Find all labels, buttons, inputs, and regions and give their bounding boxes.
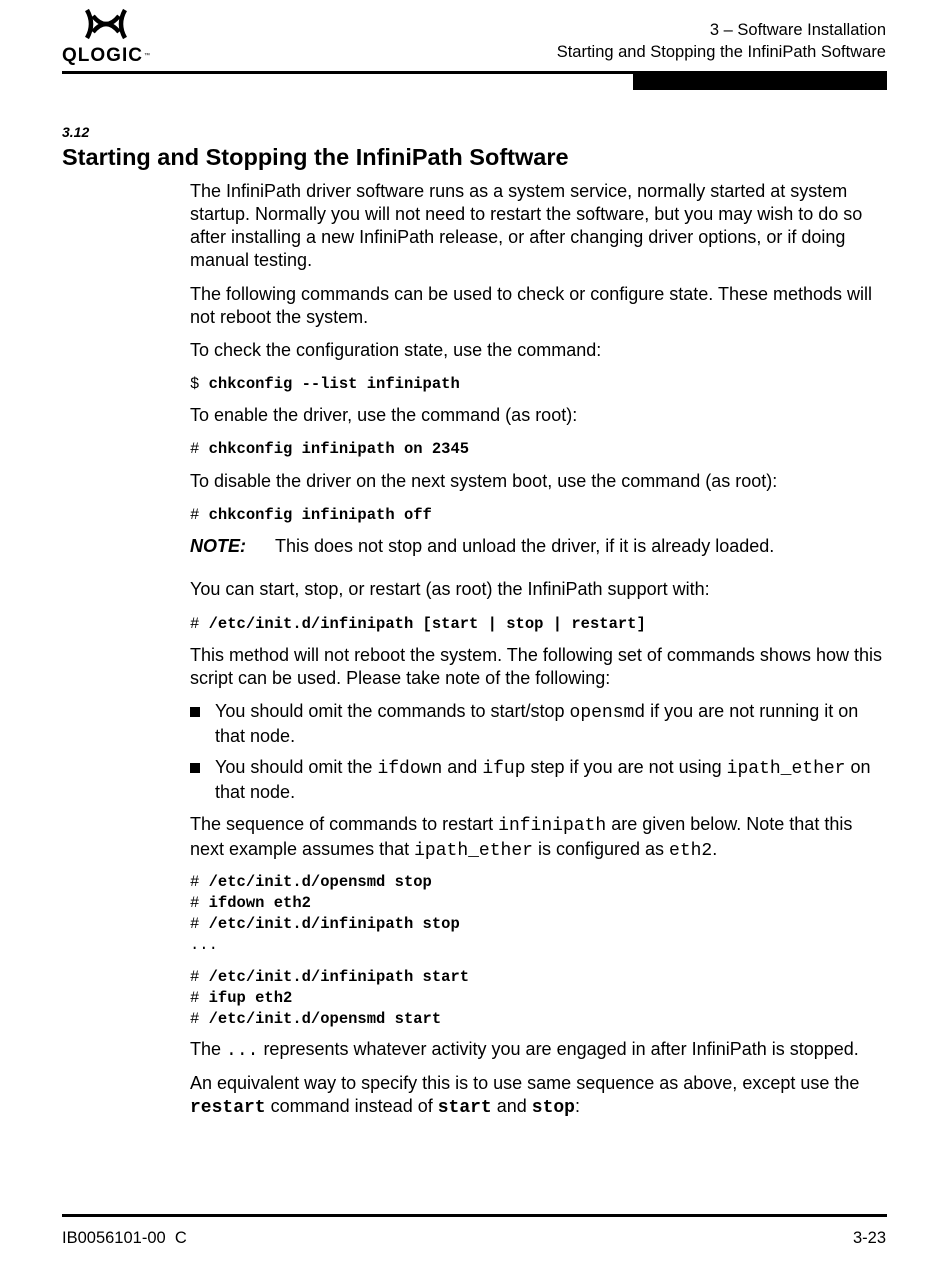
paragraph-intro: The InfiniPath driver software runs as a system service, normally started at system startup. Normally you will not need to restart the software, but you may wish to do so after installing a new InfiniPath release, or after changing driver options, or if doing manual testing.	[190, 181, 863, 270]
text-run: command instead of	[265, 1096, 438, 1116]
code-spacer	[190, 955, 469, 966]
bullet-text: You should omit the	[215, 757, 378, 777]
code-line	[190, 934, 469, 955]
command-text: /etc/init.d/opensmd stop	[208, 873, 432, 891]
command-text: chkconfig infinipath off	[208, 506, 432, 524]
code-line	[190, 871, 469, 892]
logo-trademark: ™	[143, 53, 151, 59]
inline-code: stop	[531, 1098, 575, 1118]
command-prompt: #	[190, 873, 209, 891]
command-disable-driver	[190, 504, 432, 526]
command-init-script	[190, 613, 646, 635]
command-text: /etc/init.d/opensmd start	[208, 1010, 442, 1028]
command-prompt: #	[190, 440, 209, 458]
inline-code: ipath_ether	[726, 759, 846, 779]
command-prompt: #	[190, 989, 209, 1007]
bullet-text: if you are not running it on that node.	[215, 701, 859, 746]
paragraph-method-note: This method will not reboot the system. The following set of commands shows how this script can be used. Please take note of the following:	[190, 645, 882, 688]
footer-doc-id: IB0056101-00 C	[62, 1229, 187, 1247]
note-label: NOTE:	[190, 536, 246, 556]
inline-code: start	[437, 1098, 492, 1118]
inline-code: ipath_ether	[414, 841, 533, 861]
bullet-text: on that node.	[215, 757, 871, 802]
running-header	[557, 19, 886, 63]
bullet-square-icon	[190, 707, 200, 717]
inline-code: restart	[190, 1098, 266, 1118]
code-line	[190, 987, 469, 1008]
bullet-text: step if you are not using	[525, 757, 727, 777]
inline-code: infinipath	[498, 816, 607, 836]
section-number: 3.12	[62, 124, 90, 140]
paragraph-restart-alternative	[190, 1072, 890, 1120]
inline-code: opensmd	[569, 703, 646, 723]
paragraph-restart-sequence	[190, 813, 890, 863]
inline-code: ...	[226, 1041, 259, 1061]
inline-code: ifup	[482, 759, 526, 779]
text-run: The sequence of commands to restart	[190, 814, 499, 834]
text-run: represents whatever activity you are engaged in after InfiniPath is stopped.	[258, 1039, 859, 1059]
list-item	[190, 700, 890, 748]
paragraph-check-state: To check the configuration state, use the command:	[190, 340, 602, 360]
command-prompt: $	[190, 375, 209, 393]
note-text: This does not stop and unload the driver, if it is already loaded.	[275, 536, 775, 556]
code-block	[190, 871, 469, 1029]
bullet-text: You should omit the commands to start/stop	[215, 701, 570, 721]
bullet-text: and	[442, 757, 483, 777]
footer-page-number: 3-23	[852, 1229, 886, 1247]
paragraph-start-stop: You can start, stop, or restart (as root) the InfiniPath support with:	[190, 579, 710, 599]
code-line	[190, 1008, 469, 1029]
command-text: /etc/init.d/infinipath [start | stop | restart]	[208, 615, 646, 633]
command-check-config	[190, 373, 460, 395]
header-bar	[633, 74, 887, 90]
command-text: /etc/init.d/infinipath stop	[208, 915, 460, 933]
command-text: chkconfig --list infinipath	[208, 375, 460, 393]
command-prompt: #	[190, 894, 209, 912]
code-line	[190, 913, 469, 934]
command-text: chkconfig infinipath on 2345	[208, 440, 470, 458]
command-text: ifup eth2	[208, 989, 293, 1007]
qlogic-logo	[62, 8, 154, 64]
text-run: :	[575, 1096, 581, 1116]
code-line	[190, 892, 469, 913]
command-text: ifdown eth2	[208, 894, 311, 912]
command-prompt: #	[190, 506, 209, 524]
note	[190, 535, 775, 558]
text-run: are given below. Note that this next example assumes that	[190, 814, 853, 859]
header-chapter: 3 – Software Installation	[709, 21, 886, 39]
qlogic-logo-icon	[84, 8, 128, 40]
command-prompt: #	[190, 968, 209, 986]
text-run: is configured as	[532, 839, 670, 859]
code-line	[190, 966, 469, 987]
list-item	[190, 756, 890, 804]
command-enable-driver	[190, 438, 469, 460]
logo-wordmark: QLOGIC	[62, 45, 143, 66]
header-section: Starting and Stopping the InfiniPath Software	[556, 43, 886, 61]
text-run: .	[712, 839, 718, 859]
command-text: /etc/init.d/infinipath start	[208, 968, 470, 986]
text-run: An equivalent way to specify this is to use same sequence as above, except use the	[190, 1073, 860, 1093]
footer-rule	[62, 1214, 887, 1217]
command-prompt: #	[190, 915, 209, 933]
paragraph-enable-driver: To enable the driver, use the command (as root):	[190, 405, 578, 425]
paragraph-commands-intro: The following commands can be used to check or configure state. These methods will not reboot the system.	[190, 284, 873, 327]
command-prompt: #	[190, 1010, 209, 1028]
text-run: The	[190, 1039, 227, 1059]
command-prompt: ...	[190, 936, 218, 954]
inline-code: ifdown	[377, 759, 443, 779]
paragraph-ellipsis-meaning	[190, 1038, 890, 1063]
paragraph-disable-driver: To disable the driver on the next system boot, use the command (as root):	[190, 471, 778, 491]
inline-code: eth2	[669, 841, 713, 861]
section-title: Starting and Stopping the InfiniPath Software	[62, 144, 569, 170]
bullet-square-icon	[190, 763, 200, 773]
command-prompt: #	[190, 615, 209, 633]
text-run: and	[491, 1096, 532, 1116]
